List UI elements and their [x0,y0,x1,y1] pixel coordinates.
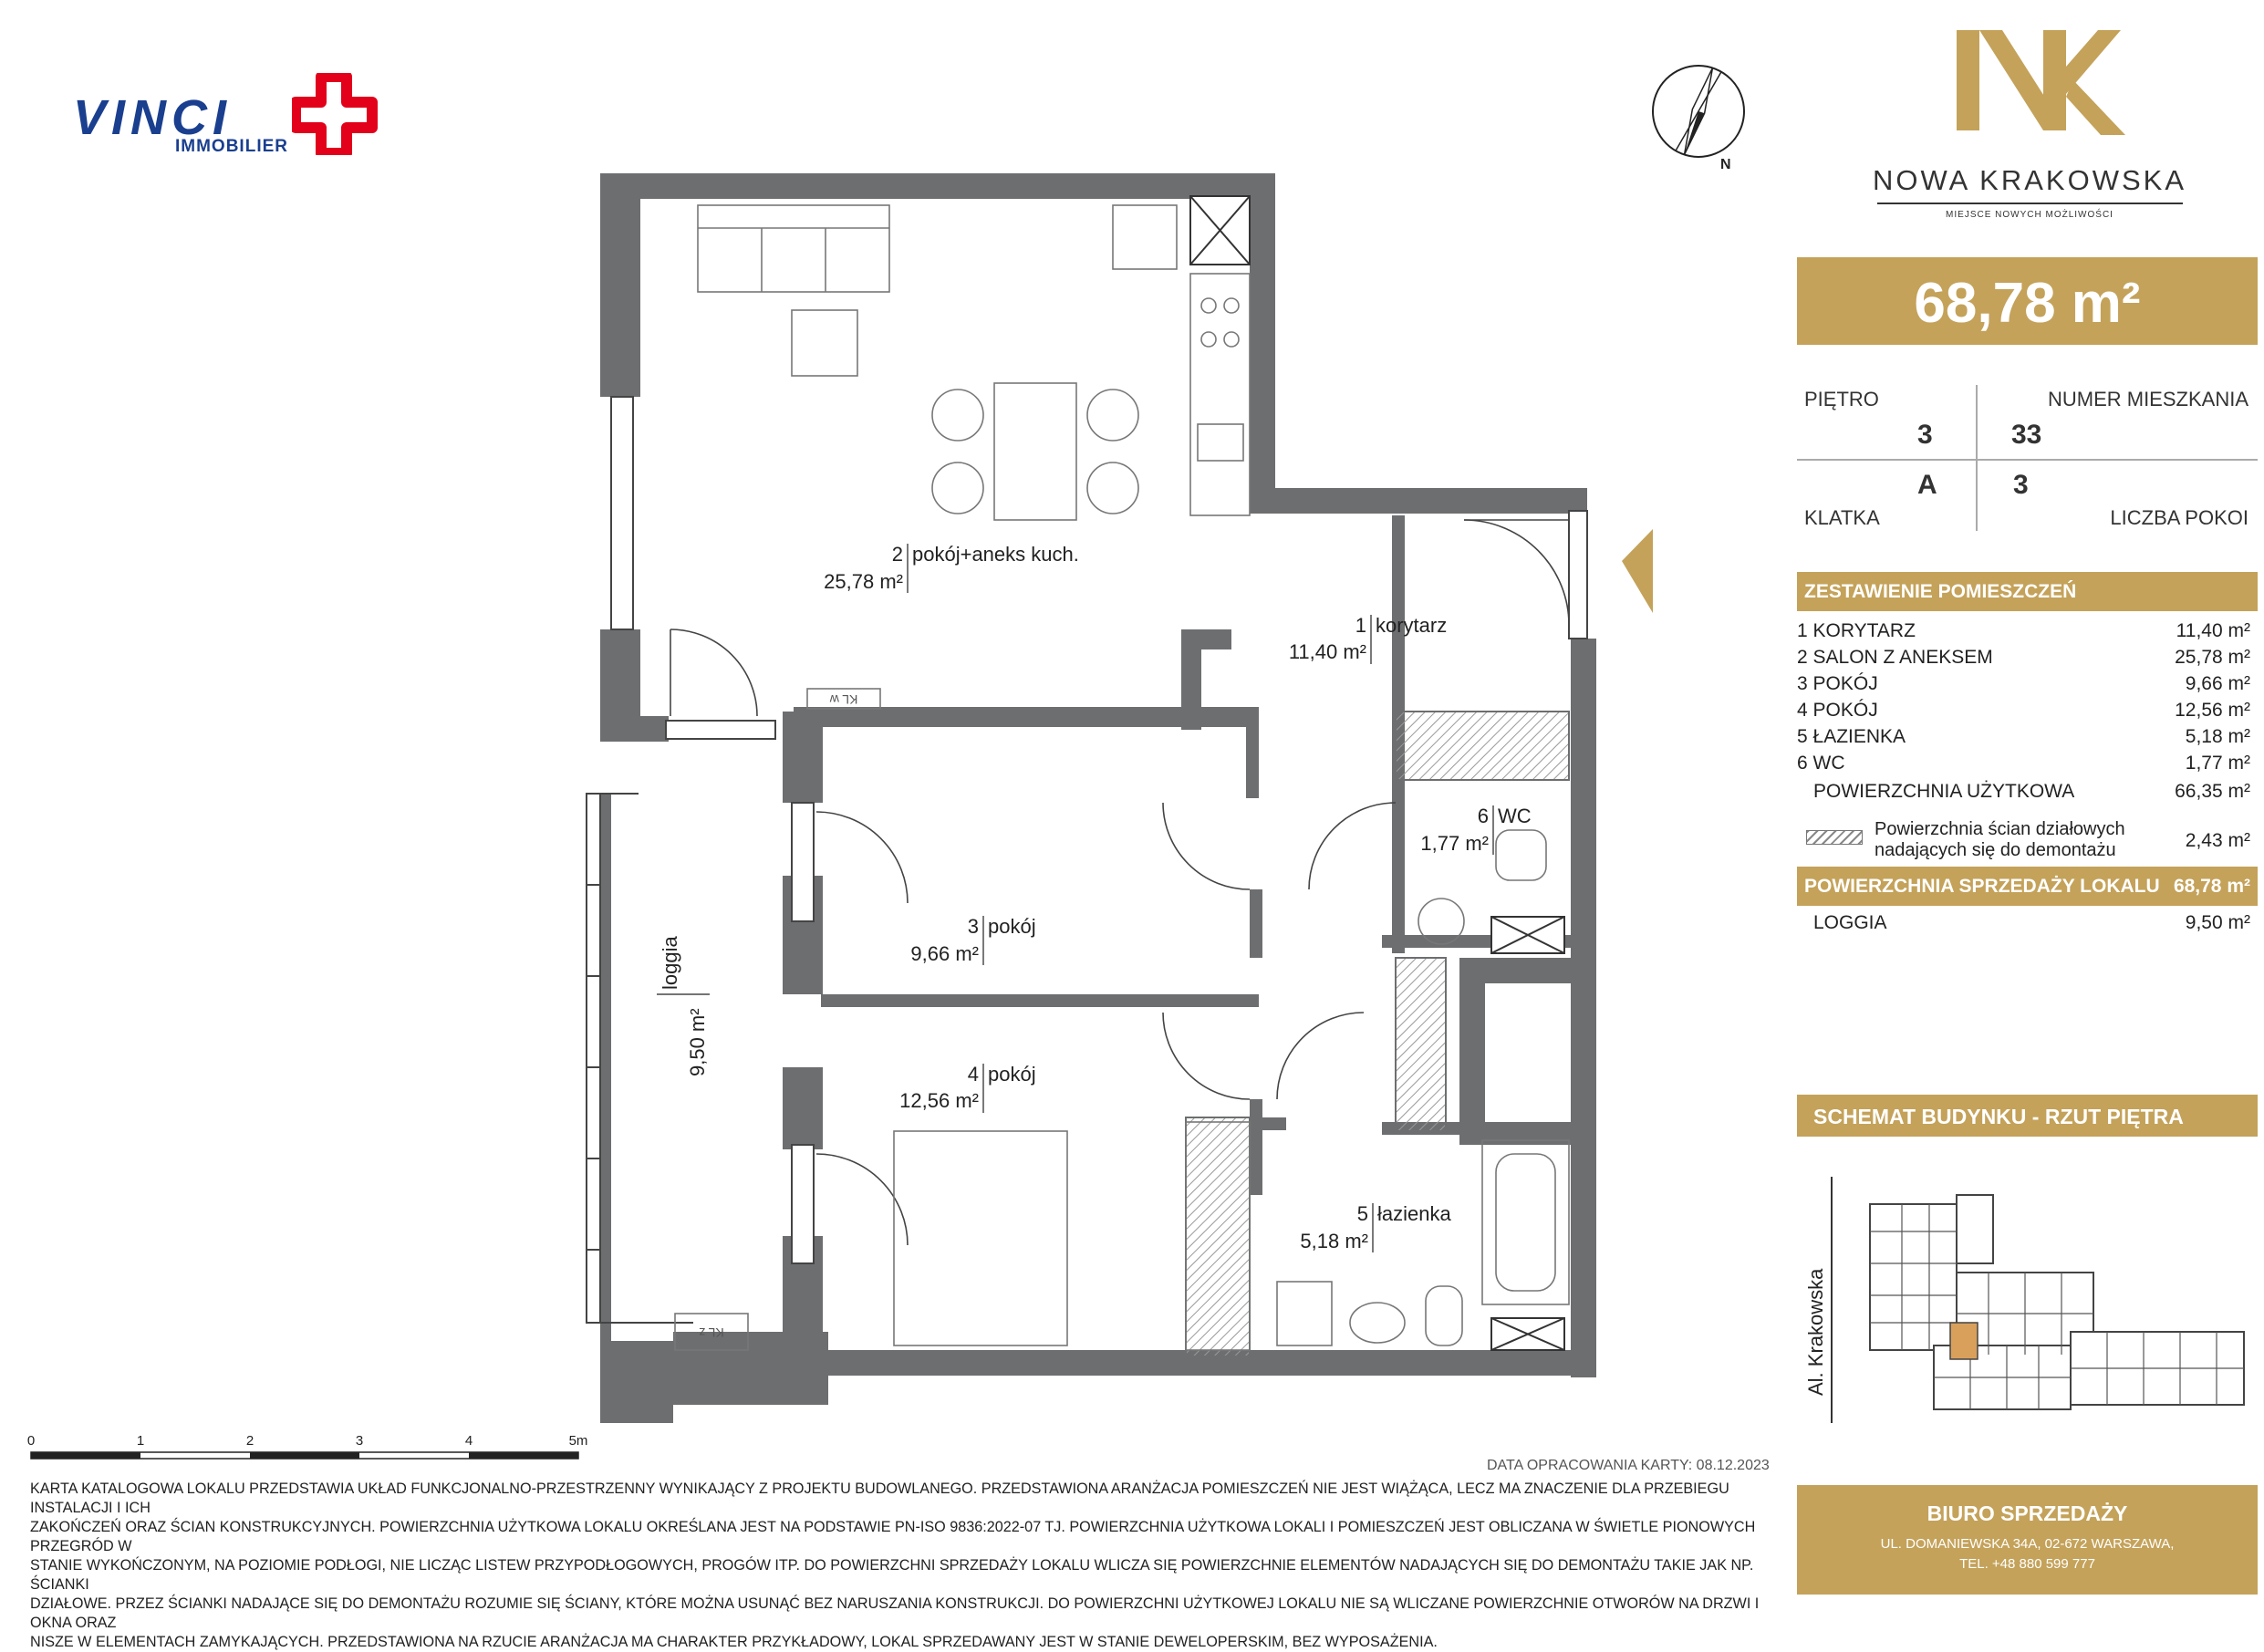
compass-north-label: N [1720,157,1731,172]
scale-label-3: 3 [355,1433,364,1449]
disclaimer-line-2: ZAKOŃCZEŃ ORAZ ŚCIAN KONSTRUKCYJNYCH. POWIERZCHNIA UŻYTKOWA LOKALU OKREŚLANA JEST NA PODSTAWIE PN-ISO 9836:2022-07 TJ. POWIERZCHNIA UŻYTKOWA LOKALI I POMIESZCZEŃ JEST OBLICZANA W ŚWIETLE PIONOWYCH PRZEGRÓD W [30,1519,1756,1554]
rooms-table-title: ZESTAWIENIE POMIESZCZEŃ [1804,581,2077,602]
room-name: 6 WC [1797,753,1845,774]
room-row-2 [1797,647,2258,669]
area-header-value: 68,78 m² [1914,272,2141,335]
room-row-4 [1797,700,2258,722]
vinci-sub: IMMOBILIER [175,137,288,156]
r3-area: 9,66 m² [910,942,979,965]
sofa [698,205,889,292]
sale-area-value: 68,78 m² [2173,876,2250,897]
info-v-divider [1976,385,1978,531]
r5-name: łazienka [1377,1202,1451,1225]
room-row-1 [1797,620,2258,642]
klz-label: KL z [699,1325,724,1340]
r6-name: WC [1498,805,1532,827]
r4-number: 4 [967,1063,979,1086]
sale-area-bar [1797,867,2258,906]
room-area: 1,77 m² [2185,753,2250,774]
nk-divider [1877,203,2183,204]
loggia-name: loggia [659,936,681,990]
dining-set [932,383,1138,520]
date-line: DATA OPRACOWANIA KARTY: 08.12.2023 [1487,1458,1770,1473]
r2-area: 25,78 m² [824,570,903,593]
r1-area: 11,40 m² [1288,640,1366,663]
disclaimer [30,1480,1781,1652]
r5-number: 5 [1356,1202,1368,1225]
room-area: 12,56 m² [2175,700,2250,721]
disclaimer-line-1: KARTA KATALOGOWA LOKALU PRZEDSTAWIA UKŁAD FUNKCJONALNO-PRZESTRZENNY WYNIKAJĄCY Z PROJEKTU BUDOWLANEGO. PRZEDSTAWIONA ARANŻACJA POMIESZCZEŃ NIE JEST WIĄŻĄCA, LECZ MA ZNACZENIE DLA PRZEBIEGU INSTALACJI I ICH [30,1481,1729,1516]
sales-office-box [1797,1485,2258,1595]
r1-name: korytarz [1376,614,1448,637]
entrance-arrow-icon [1622,529,1653,613]
nk-name: NOWA KRAKOWSKA [1872,164,2186,196]
building-schema [1797,1177,2258,1423]
walls-label-1: Powierzchnia ścian działowych [1875,819,2125,839]
rooms-label: LICZBA POKOI [2110,506,2248,529]
room-row-3 [1797,673,2258,695]
scale-label-5: 5m [568,1433,588,1449]
room-row-5 [1797,726,2258,748]
room-area: 5,18 m² [2185,726,2250,747]
room-row-6 [1797,753,2258,774]
sales-office-title: BIURO SPRZEDAŻY [1926,1501,2128,1525]
scale-label-0: 0 [26,1433,36,1449]
walls-value: 2,43 m² [2185,830,2250,851]
disclaimer-line-3: STANIE WYKOŃCZONYM, NA POZIOMIE PODŁOGI, NIE LICZĄC LISTEW PRZYPODŁOGOWYCH, PROGÓW ITP. DO POWIERZCHNI SPRZEDAŻY LOKALU WLICZA SIĘ POWIERZCHNIE ELEMENTÓW NADAJĄCYCH SIĘ DO DEMONTAŻU TAKIE JAK NP. ŚCIANKI [30,1557,1754,1593]
loggia-value: 9,50 m² [2185,912,2250,933]
r6-number: 6 [1477,805,1489,827]
r1-number: 1 [1355,614,1366,637]
room-name: 5 ŁAZIENKA [1797,726,1906,747]
scale-label-2: 2 [245,1433,254,1449]
floor-value: 3 [1917,420,1933,450]
r3-number: 3 [967,915,979,938]
rooms-table-title-bar [1797,572,2258,611]
floor-label: PIĘTRO [1804,388,1879,410]
highlighted-unit [1950,1323,1978,1359]
klw-label: KL w [829,692,858,707]
usable-area-value: 66,35 m² [2175,781,2250,802]
room-area: 9,66 m² [2185,673,2250,694]
room-name: 3 POKÓJ [1797,673,1878,694]
usable-area-label: POWIERZCHNIA UŻYTKOWA [1813,781,2075,802]
sales-office-phone: TEL. +48 880 599 777 [1959,1556,2095,1572]
walls-label-2: nadających się do demontażu [1875,840,2116,860]
disclaimer-line-5: NISZE W ELEMENTACH ZAMYKAJĄCYCH. PRZEDSTAWIONA NA RZUCIE ARANŻACJA MA CHARAKTER PRZYKŁADOWY, LOKAL SPRZEDAWANY JEST W STANIE DEWELOPERSKIM, BEZ WYPOSAŻENIA. [30,1634,1438,1650]
bed [894,1131,1067,1345]
coffee-table [792,310,857,376]
loggia-row [1797,912,2258,940]
room-name: 1 KORYTARZ [1797,620,1916,641]
room-area: 11,40 m² [2176,620,2250,641]
disclaimer-line-4: DZIAŁOWE. PRZEZ ŚCIANKI NADAJĄCE SIĘ DO DEMONTAŻU ROZUMIE SIĘ ŚCIANY, KTÓRE MOŻNA USUNĄĆ BEZ NARUSZANIA KONSTRUKCJI. DO POWIERZCHNI UŻYTKOWEJ LOKALU NIE SĄ WLICZANE POWIERZCHNIE OTWORÓW NA DRZWI I OKNA ORAZ [30,1595,1760,1631]
schema-title-bar [1797,1095,2258,1137]
scale-bar [18,1432,620,1469]
loggia-label: LOGGIA [1813,912,1887,933]
loggia-area: 9,50 m² [686,1008,709,1076]
info-grid [1797,374,2258,538]
room-name: 2 SALON Z ANEKSEM [1797,647,1993,668]
r6-area: 1,77 m² [1420,832,1489,855]
r3-name: pokój [988,915,1036,938]
scale-label-1: 1 [136,1433,145,1449]
apartment-label: NUMER MIESZKANIA [2047,388,2248,410]
hatch-swatch-icon [1806,830,1863,845]
usable-area-row [1797,781,2258,803]
schema-street-label: Al. Krakowska [1804,1268,1827,1396]
room-labels [824,543,1532,1252]
scale-label-4: 4 [464,1433,473,1449]
sales-office-address: UL. DOMANIEWSKA 34A, 02-672 WARSZAWA, [1880,1536,2175,1552]
info-h-divider [1797,459,2258,461]
schema-title: SCHEMAT BUDYNKU - RZUT PIĘTRA [1813,1105,2184,1128]
r2-number: 2 [891,543,903,566]
loggia-area [587,794,600,1323]
staircase-label: KLATKA [1804,506,1880,529]
r4-area: 12,56 m² [899,1089,979,1112]
nk-logo [1861,26,2207,235]
r5-area: 5,18 m² [1300,1230,1368,1252]
apartment-value: 33 [2011,420,2042,450]
room-name: 4 POKÓJ [1797,700,1878,721]
nk-monogram-icon [1938,26,2139,162]
vinci-wordmark: VINCI [73,90,233,145]
staircase-value: A [1917,470,1937,500]
rooms-value: 3 [2013,470,2029,500]
nk-tagline: MIEJSCE NOWYCH MOŻLIWOŚCI [1946,210,2113,220]
r4-name: pokój [988,1063,1036,1086]
sale-area-label: POWIERZCHNIA SPRZEDAŻY LOKALU [1804,876,2160,897]
room-area: 25,78 m² [2175,647,2250,668]
area-header [1797,257,2258,345]
r2-name: pokój+aneks kuch. [912,543,1079,566]
